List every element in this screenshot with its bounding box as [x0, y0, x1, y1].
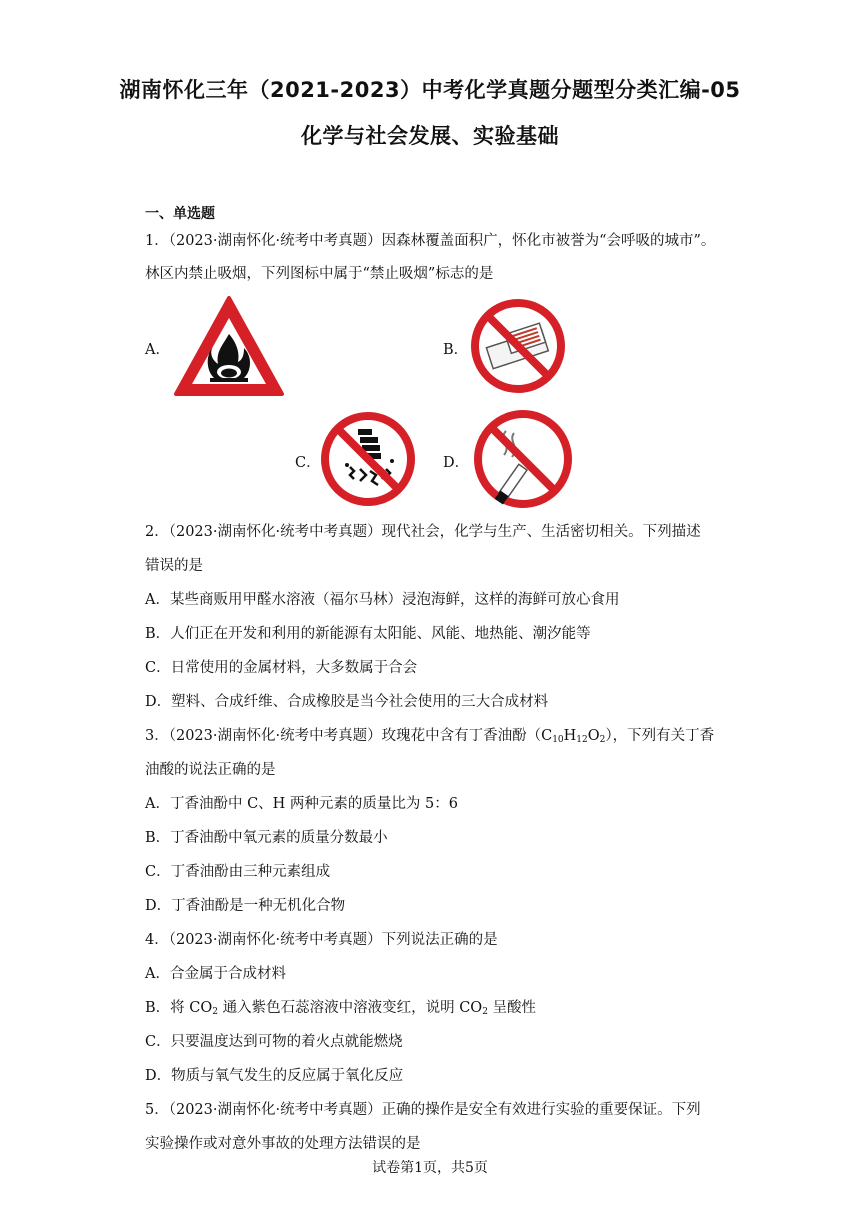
question-2-option-c: C．日常使用的金属材料，大多数属于合会 — [145, 660, 418, 676]
question-4-option-b: B．将 $CO_2$ 通入紫色石蕊溶液中溶液变红，说明 $CO_2$ 呈酸性 — [145, 1000, 537, 1017]
question-3-option-d: D．丁香油酚是一种无机化合物 — [145, 898, 346, 914]
question-3-option-a: A．丁香油酚中 C、H 两种元素的质量比为 5：6 — [145, 796, 458, 812]
question-4-option-a: A．合金属于合成材料 — [145, 966, 286, 982]
question-2-option-d: D．塑料、合成纤维、合成橡胶是当今社会使用的三大合成材料 — [145, 694, 549, 710]
question-1-option-c-label: C． — [295, 455, 321, 471]
document-title-line1: 湖南怀化三年（2021-2023）中考化学真题分题型分类汇编-05 — [119, 78, 741, 102]
question-4-stem: 4．（2023·湖南怀化·统考中考真题）下列说法正确的是 — [145, 932, 498, 948]
section-heading: 一、单选题 — [145, 206, 215, 222]
question-2-stem-line2: 错误的是 — [145, 558, 203, 574]
flammable-warning-sign-icon — [172, 294, 286, 398]
question-3-stem-line1: 3．（2023·湖南怀化·统考中考真题）玫瑰花中含有丁香油酚$(C_{10}H_{12}O_2)$，下列有关丁香 — [145, 728, 715, 745]
question-5-stem-line1: 5．（2023·湖南怀化·统考中考真题）正确的操作是安全有效进行实验的重要保证。下列 — [145, 1102, 701, 1118]
question-1-stem-line2: 林区内禁止吸烟，下列图标中属于“禁止吸烟”标志的是 — [145, 266, 494, 282]
question-4-option-c: C．只要温度达到可物的着火点就能燃烧 — [145, 1034, 403, 1050]
no-matches-sign-icon — [470, 298, 566, 394]
question-5-stem-line2: 实验操作或对意外事故的处理方法错误的是 — [145, 1136, 421, 1152]
question-4-option-d: D．物质与氧气发生的反应属于氧化反应 — [145, 1068, 404, 1084]
document-title-line2: 化学与社会发展、实验基础 — [301, 124, 559, 148]
question-3-option-c: C．丁香油酚由三种元素组成 — [145, 864, 331, 880]
question-3-stem-line2: 油酸的说法正确的是 — [145, 762, 276, 778]
question-2-option-a: A．某些商贩用甲醛水溶液（福尔马林）浸泡海鲜，这样的海鲜可放心食用 — [145, 592, 620, 608]
no-smoking-sign-icon — [472, 409, 574, 509]
no-fireworks-sign-icon — [320, 411, 416, 507]
page-footer: 试卷第1页，共5页 — [372, 1160, 488, 1176]
question-1-option-d-label: D． — [443, 455, 470, 471]
question-1-stem-line1: 1．（2023·湖南怀化·统考中考真题）因森林覆盖面积广，怀化市被誉为“会呼吸的城市”。 — [145, 233, 716, 249]
question-1-option-a-label: A． — [145, 342, 170, 358]
question-2-stem-line1: 2．（2023·湖南怀化·统考中考真题）现代社会，化学与生产、生活密切相关。下列描述 — [145, 524, 701, 540]
question-3-option-b: B．丁香油酚中氧元素的质量分数最小 — [145, 830, 388, 846]
question-1-option-b-label: B． — [443, 342, 469, 358]
question-2-option-b: B．人们正在开发和利用的新能源有太阳能、风能、地热能、潮汐能等 — [145, 626, 591, 642]
